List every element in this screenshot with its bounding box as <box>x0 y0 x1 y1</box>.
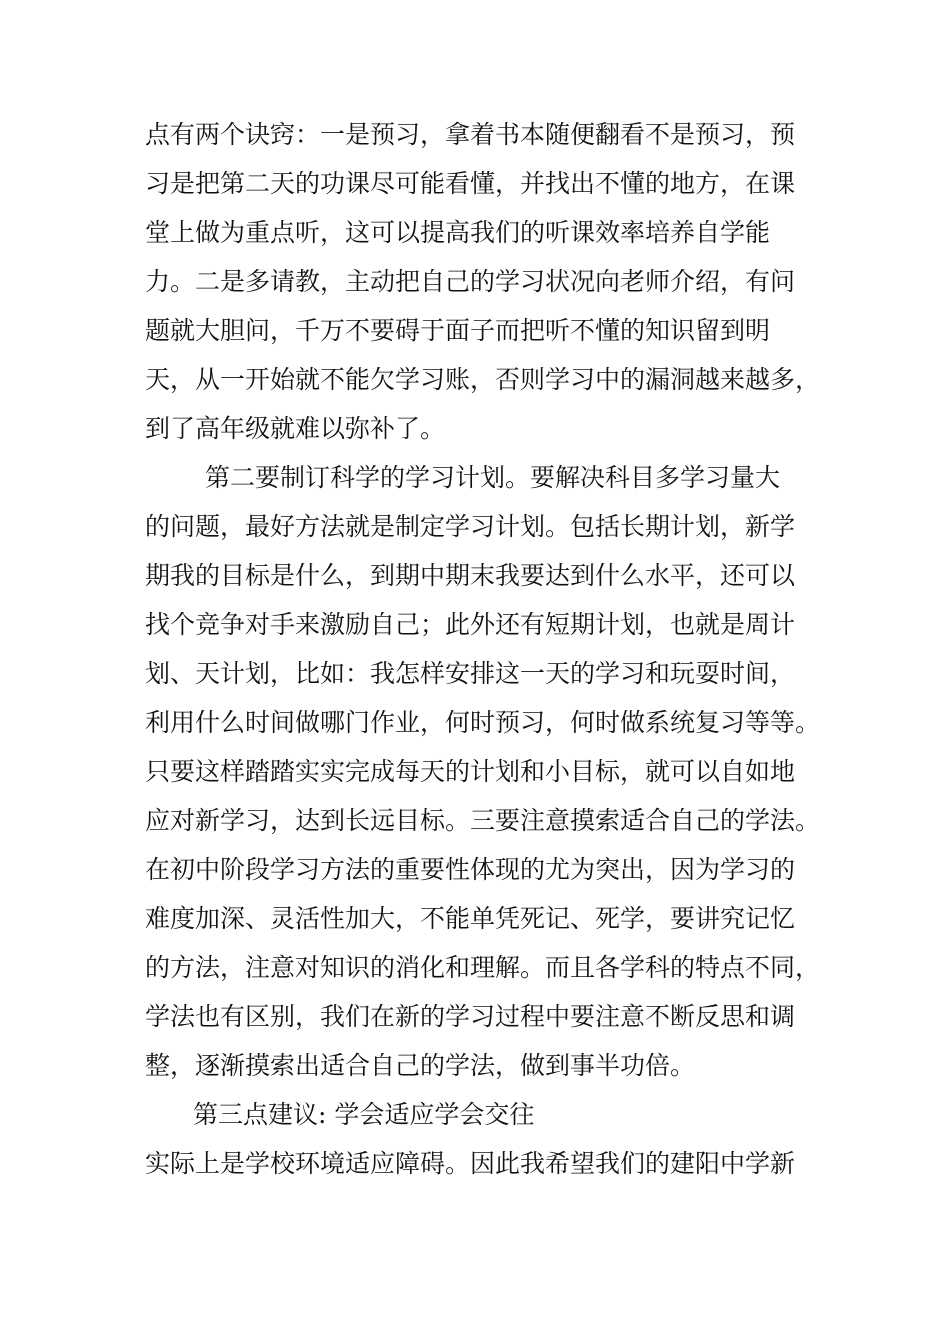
text-line: 期我的目标是什么，到期中期末我要达到什么水平，还可以 <box>145 561 796 590</box>
section-heading: 第三点建议: 学会适应学会交往 <box>193 1100 535 1129</box>
text-line: 实际上是学校环境适应障碍。因此我希望我们的建阳中学新 <box>145 1149 796 1178</box>
text-line: 只要这样踏踏实实完成每天的计划和小目标，就可以自如地 <box>145 757 796 786</box>
text-line: 的问题，最好方法就是制定学习计划。包括长期计划，新学 <box>145 512 796 541</box>
text-line: 应对新学习，达到长远目标。三要注意摸索适合自己的学法。 <box>145 806 821 835</box>
text-line: 的方法，注意对知识的消化和理解。而且各学科的特点不同， <box>145 953 821 982</box>
text-line: 天，从一开始就不能欠学习账，否则学习中的漏洞越来越多， <box>145 365 821 394</box>
text-line: 在初中阶段学习方法的重要性体现的尤为突出，因为学习的 <box>145 855 796 884</box>
text-line: 习是把第二天的功课尽可能看懂，并找出不懂的地方，在课 <box>145 169 796 198</box>
text-line: 难度加深、灵活性加大，不能单凭死记、死学，要讲究记忆 <box>145 904 796 933</box>
text-line: 划、天计划，比如：我怎样安排这一天的学习和玩耍时间， <box>145 659 796 688</box>
text-line: 到了高年级就难以弥补了。 <box>145 414 446 443</box>
text-line: 题就大胆问，千万不要碍于面子而把听不懂的知识留到明 <box>145 316 771 345</box>
document-body <box>145 110 845 1188</box>
text-line: 利用什么时间做哪门作业，何时预习，何时做系统复习等等。 <box>145 708 821 737</box>
text-line: 找个竞争对手来激励自己；此外还有短期计划，也就是周计 <box>145 610 796 639</box>
text-line: 学法也有区别，我们在新的学习过程中要注意不断反思和调 <box>145 1002 796 1031</box>
text-line: 力。二是多请教，主动把自己的学习状况向老师介绍，有问 <box>145 267 796 296</box>
paragraph-start-line: 第二要制订科学的学习计划。要解决科目多学习量大 <box>205 463 781 492</box>
text-line: 堂上做为重点听，这可以提高我们的听课效率培养自学能 <box>145 218 771 247</box>
text-line: 点有两个诀窍：一是预习，拿着书本随便翻看不是预习，预 <box>145 120 796 149</box>
text-line: 整，逐渐摸索出适合自己的学法，做到事半功倍。 <box>145 1051 696 1080</box>
